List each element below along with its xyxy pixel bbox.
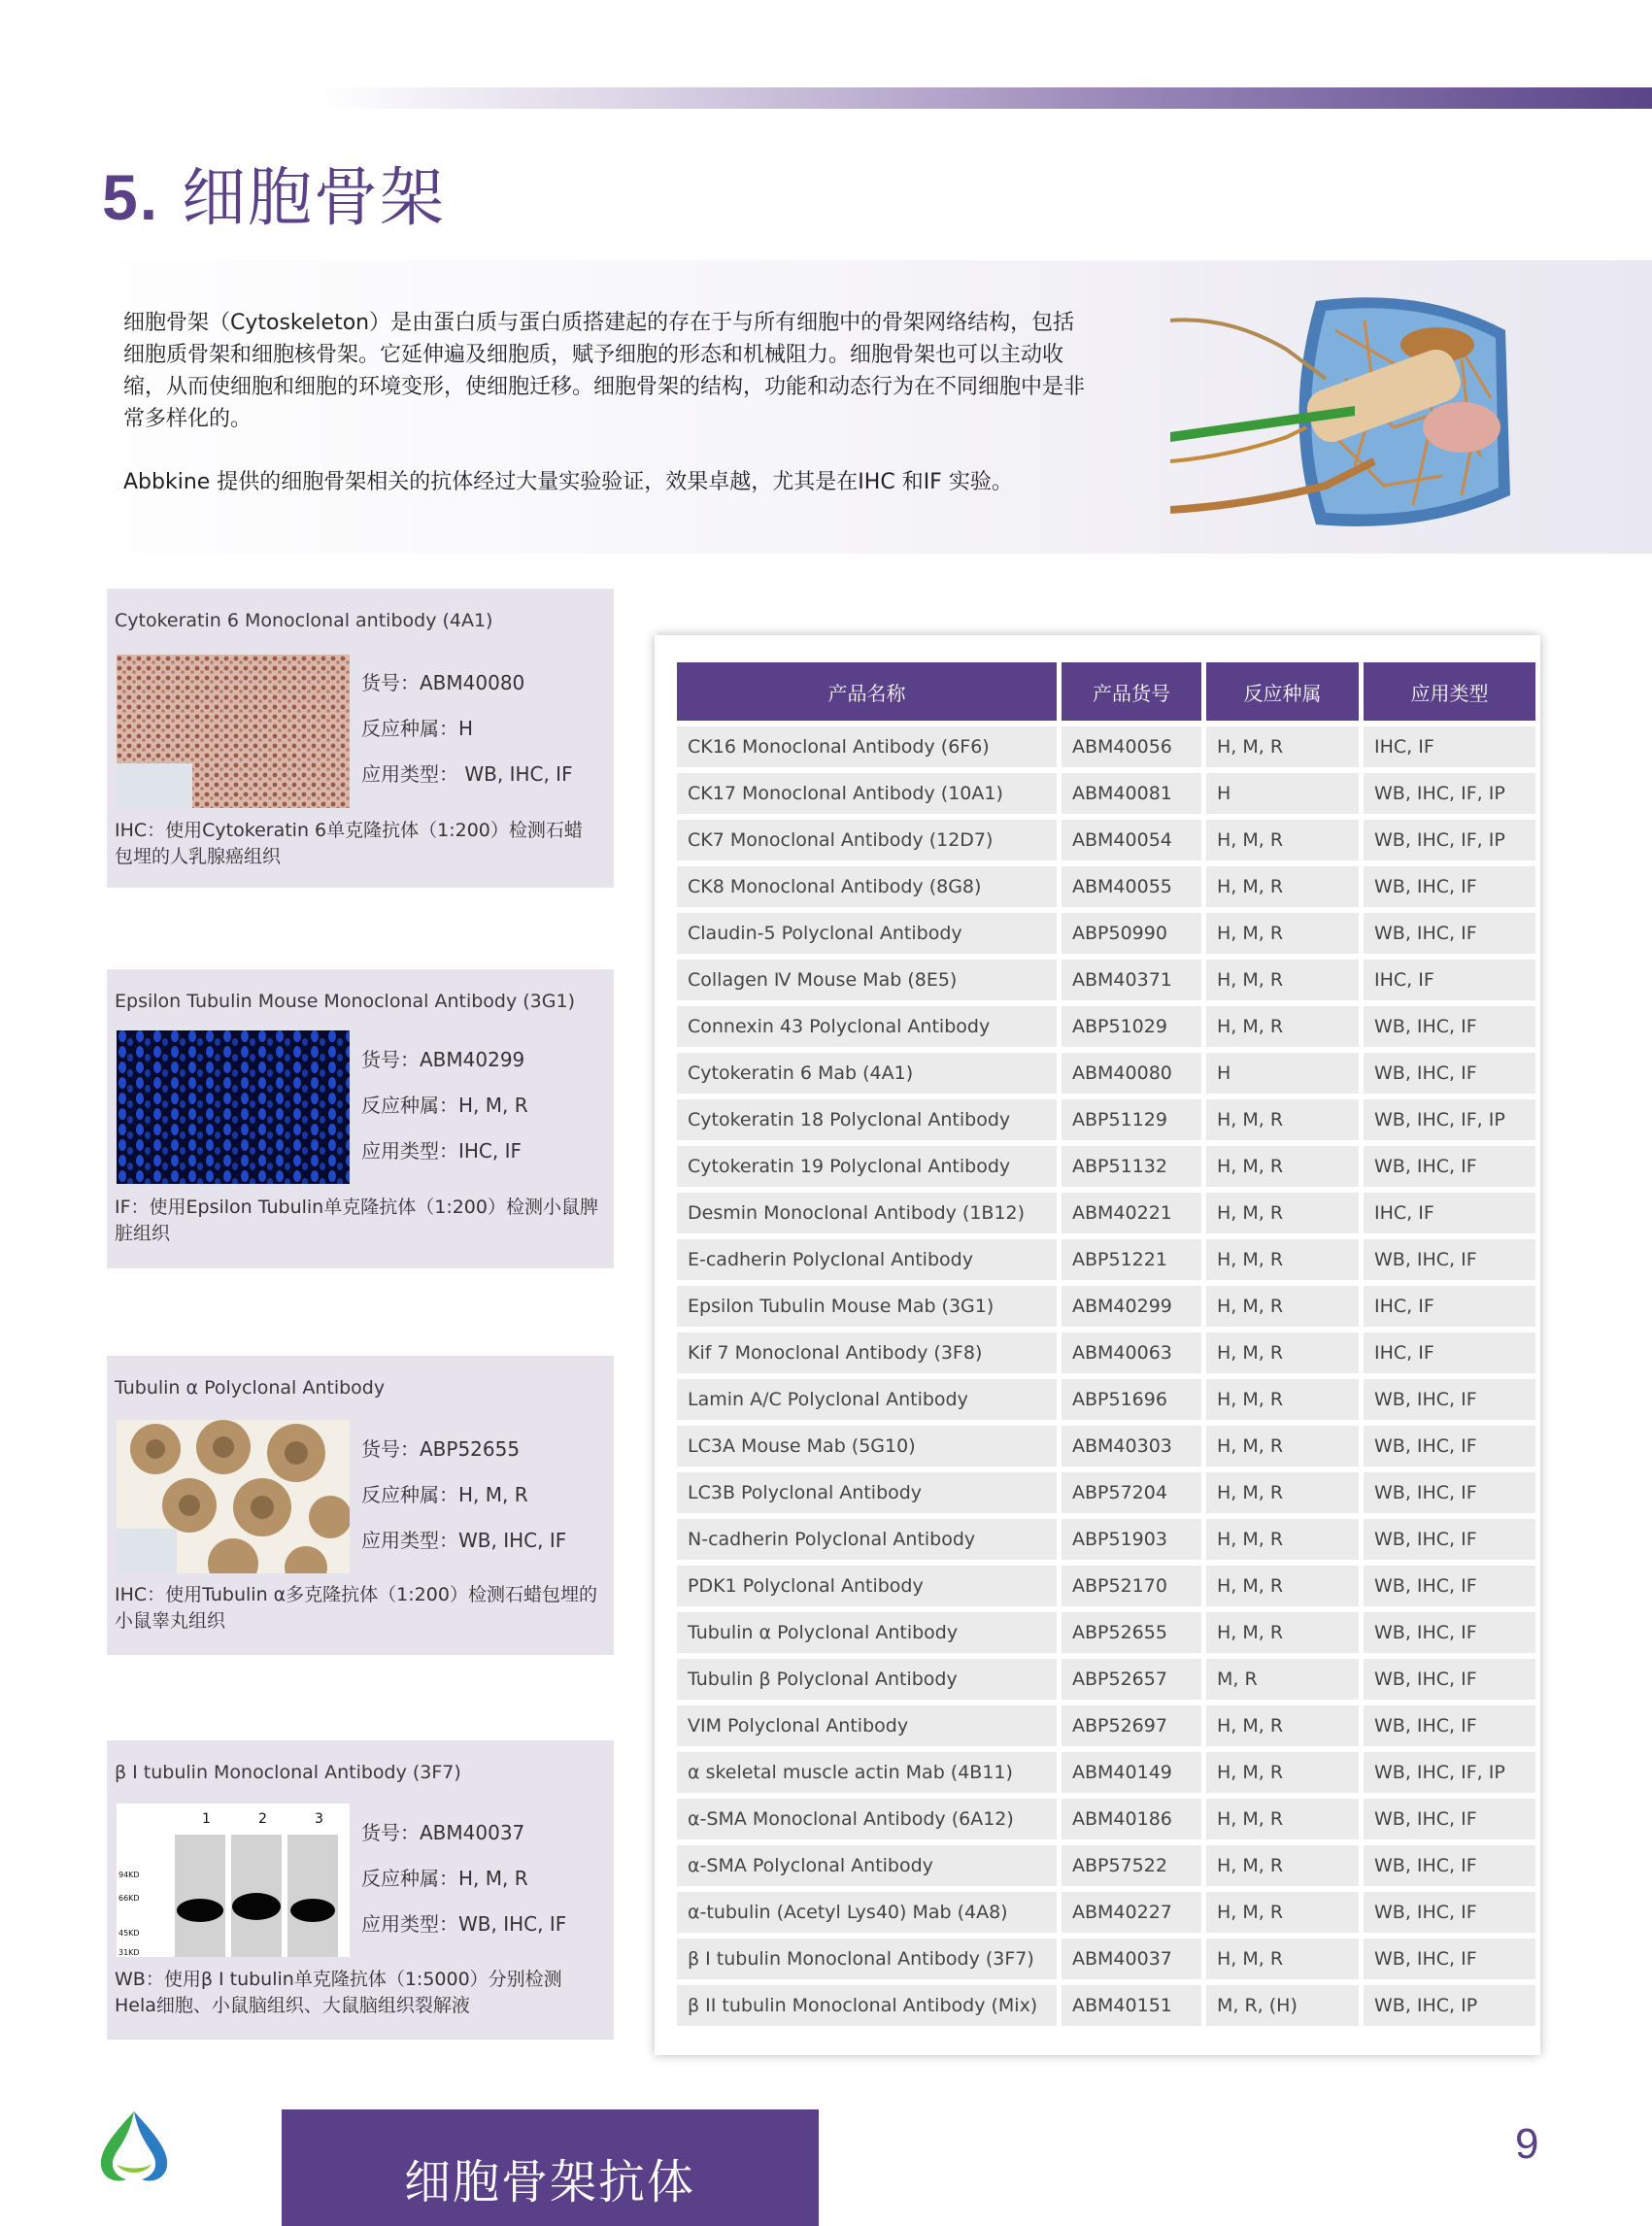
cytoskeleton-illustration bbox=[1170, 291, 1530, 534]
product-name-cell: Tubulin β Polyclonal Antibody bbox=[677, 1659, 1057, 1700]
table-row bbox=[677, 1752, 1535, 1793]
table-row bbox=[677, 960, 1535, 1000]
catalog-number-cell: ABM40037 bbox=[1062, 1939, 1201, 1979]
reactivity-cell: H, M, R bbox=[1206, 1099, 1359, 1140]
applications-cell: WB, IHC, IF bbox=[1364, 1519, 1535, 1560]
reactivity-cell: H, M, R bbox=[1206, 1332, 1359, 1373]
card-caption: IF：使用Epsilon Tubulin单克隆抗体（1:200）检测小鼠脾脏组织 bbox=[115, 1197, 598, 1244]
table-row bbox=[677, 1286, 1535, 1327]
product-card-beta-i-tubulin bbox=[107, 1740, 614, 2040]
reactivity-cell: H, M, R bbox=[1206, 1472, 1359, 1513]
card-meta bbox=[361, 1037, 528, 1174]
table-row bbox=[677, 1519, 1535, 1560]
product-name-cell: α skeletal muscle actin Mab (4B11) bbox=[677, 1752, 1057, 1793]
catalog-number-cell: ABP57522 bbox=[1062, 1845, 1201, 1886]
applications-cell: WB, IHC, IF bbox=[1364, 1612, 1535, 1653]
table-row bbox=[677, 913, 1535, 954]
applications-cell: WB, IHC, IF bbox=[1364, 1426, 1535, 1467]
product-name-cell: CK17 Monoclonal Antibody (10A1) bbox=[677, 773, 1057, 814]
intro-paragraph-1: 细胞骨架（Cytoskeleton）是由蛋白质与蛋白质搭建起的存在于与所有细胞中的骨架网络结构，包括细胞质骨架和细胞核骨架。它延伸遍及细胞质，赋予细胞的形态和机械阻力。细胞骨架也可以主动收缩，从而使细胞和细胞的环境变形，使细胞迁移。细胞骨架的结构，功能和动态行为在不同细胞中是非常多样化的。 bbox=[123, 311, 1086, 431]
card-title: β I tubulin Monoclonal Antibody (3F7) bbox=[115, 1762, 461, 1783]
catalog-number: 货号：ABM40080 bbox=[361, 671, 525, 694]
table-row bbox=[677, 1472, 1535, 1513]
catalog-number-cell: ABP52655 bbox=[1062, 1612, 1201, 1653]
applications-cell: WB, IHC, IF, IP bbox=[1364, 1752, 1535, 1793]
applications-cell: WB, IHC, IF bbox=[1364, 913, 1535, 954]
applications-cell: WB, IHC, IF, IP bbox=[1364, 1099, 1535, 1140]
product-table-panel bbox=[655, 635, 1540, 2055]
product-name-cell: β II tubulin Monoclonal Antibody (Mix) bbox=[677, 1985, 1057, 2026]
product-name-cell: Cytokeratin 19 Polyclonal Antibody bbox=[677, 1146, 1057, 1187]
ihc-image bbox=[117, 655, 350, 808]
catalog-number-cell: ABM40221 bbox=[1062, 1193, 1201, 1233]
product-name-cell: Desmin Monoclonal Antibody (1B12) bbox=[677, 1193, 1057, 1233]
reactivity-cell: H, M, R bbox=[1206, 1239, 1359, 1280]
card-meta bbox=[361, 1427, 566, 1564]
page-number: 9 bbox=[1515, 2120, 1539, 2168]
catalog-number-cell: ABP57204 bbox=[1062, 1472, 1201, 1513]
applications-cell: WB, IHC, IF bbox=[1364, 1146, 1535, 1187]
table-row bbox=[677, 1892, 1535, 1933]
card-caption: IHC：使用Tubulin α多克隆抗体（1:200）检测石蜡包埋的小鼠睾丸组织 bbox=[115, 1584, 597, 1632]
section-number: 5. bbox=[102, 161, 160, 233]
applications-cell: WB, IHC, IF bbox=[1364, 1566, 1535, 1606]
table-row bbox=[677, 1985, 1535, 2026]
reactivity-cell: H, M, R bbox=[1206, 1193, 1359, 1233]
header-applications: 应用类型 bbox=[1364, 662, 1535, 721]
product-name-cell: Collagen Ⅳ Mouse Mab (8E5) bbox=[677, 960, 1057, 1000]
reactivity-cell: H, M, R bbox=[1206, 820, 1359, 860]
product-name-cell: Epsilon Tubulin Mouse Mab (3G1) bbox=[677, 1286, 1057, 1327]
lane-label: 1 bbox=[202, 1811, 211, 1827]
catalog-number-cell: ABP51903 bbox=[1062, 1519, 1201, 1560]
table-row bbox=[677, 726, 1535, 767]
catalog-number: 货号：ABM40037 bbox=[361, 1821, 525, 1844]
catalog-number-cell: ABM40227 bbox=[1062, 1892, 1201, 1933]
product-name-cell: Cytokeratin 6 Mab (4A1) bbox=[677, 1053, 1057, 1094]
product-table bbox=[672, 657, 1540, 2032]
catalog-number: 货号：ABP52655 bbox=[361, 1437, 521, 1461]
reactivity: 反应种属：H bbox=[361, 717, 474, 740]
table-row bbox=[677, 1612, 1535, 1653]
product-name-cell: Connexin 43 Polyclonal Antibody bbox=[677, 1006, 1057, 1047]
catalog-number-cell: ABM40151 bbox=[1062, 1985, 1201, 2026]
header-gradient-bar bbox=[320, 87, 1652, 109]
applications: 应用类型： WB, IHC, IF bbox=[361, 762, 573, 786]
product-name-cell: α-SMA Polyclonal Antibody bbox=[677, 1845, 1057, 1886]
table-row bbox=[677, 820, 1535, 860]
product-name-cell: CK7 Monoclonal Antibody (12D7) bbox=[677, 820, 1057, 860]
card-caption: WB：使用β I tubulin单克隆抗体（1:5000）分别检测Hela细胞、小鼠脑组织、大鼠脑组织裂解液 bbox=[115, 1969, 562, 2016]
table-row bbox=[677, 1379, 1535, 1420]
reactivity: 反应种属：H, M, R bbox=[361, 1483, 528, 1506]
if-image bbox=[117, 1030, 350, 1184]
marker-label: 45KD bbox=[118, 1929, 140, 1938]
product-name-cell: LC3B Polyclonal Antibody bbox=[677, 1472, 1057, 1513]
applications-cell: WB, IHC, IF bbox=[1364, 1053, 1535, 1094]
table-row bbox=[677, 866, 1535, 907]
reactivity-cell: H, M, R bbox=[1206, 1379, 1359, 1420]
table-row bbox=[677, 773, 1535, 814]
applications-cell: WB, IHC, IF bbox=[1364, 866, 1535, 907]
applications-cell: WB, IHC, IF bbox=[1364, 1379, 1535, 1420]
applications-cell: WB, IHC, IF, IP bbox=[1364, 820, 1535, 860]
product-name-cell: Claudin-5 Polyclonal Antibody bbox=[677, 913, 1057, 954]
card-caption: IHC：使用Cytokeratin 6单克隆抗体（1:200）检测石蜡包埋的人乳腺癌组织 bbox=[115, 820, 583, 867]
reactivity-cell: H bbox=[1206, 1053, 1359, 1094]
reactivity-cell: H, M, R bbox=[1206, 1566, 1359, 1606]
lane-label: 3 bbox=[315, 1811, 323, 1827]
applications-cell: WB, IHC, IF bbox=[1364, 1705, 1535, 1746]
reactivity-cell: H, M, R bbox=[1206, 1426, 1359, 1467]
applications-cell: WB, IHC, IF bbox=[1364, 1939, 1535, 1979]
reactivity-cell: H, M, R bbox=[1206, 1892, 1359, 1933]
product-name-cell: Lamin A/C Polyclonal Antibody bbox=[677, 1379, 1057, 1420]
table-row bbox=[677, 1799, 1535, 1839]
reactivity-cell: H, M, R bbox=[1206, 913, 1359, 954]
product-name-cell: α-SMA Monoclonal Antibody (6A12) bbox=[677, 1799, 1057, 1839]
reactivity-cell: H, M, R bbox=[1206, 1752, 1359, 1793]
reactivity-cell: H, M, R bbox=[1206, 1006, 1359, 1047]
header-catalog-number: 产品货号 bbox=[1062, 662, 1201, 721]
product-name-cell: Cytokeratin 18 Polyclonal Antibody bbox=[677, 1099, 1057, 1140]
product-name-cell: Tubulin α Polyclonal Antibody bbox=[677, 1612, 1057, 1653]
header-reactivity: 反应种属 bbox=[1206, 662, 1359, 721]
catalog-number: 货号：ABM40299 bbox=[361, 1048, 525, 1071]
product-name-cell: N-cadherin Polyclonal Antibody bbox=[677, 1519, 1057, 1560]
reactivity-cell: H, M, R bbox=[1206, 1519, 1359, 1560]
reactivity-cell: H, M, R bbox=[1206, 726, 1359, 767]
table-body bbox=[677, 726, 1535, 2026]
section-title bbox=[102, 146, 446, 238]
applications-cell: WB, IHC, IF bbox=[1364, 1472, 1535, 1513]
product-name-cell: β I tubulin Monoclonal Antibody (3F7) bbox=[677, 1939, 1057, 1979]
applications-cell: IHC, IF bbox=[1364, 1332, 1535, 1373]
table-row bbox=[677, 1705, 1535, 1746]
wb-blot-image bbox=[117, 1804, 350, 1957]
product-name-cell: VIM Polyclonal Antibody bbox=[677, 1705, 1057, 1746]
applications-cell: IHC, IF bbox=[1364, 960, 1535, 1000]
marker-label: 31KD bbox=[118, 1948, 140, 1957]
table-row bbox=[677, 1426, 1535, 1467]
applications-cell: IHC, IF bbox=[1364, 726, 1535, 767]
catalog-number-cell: ABP51129 bbox=[1062, 1099, 1201, 1140]
product-name-cell: E-cadherin Polyclonal Antibody bbox=[677, 1239, 1057, 1280]
catalog-number-cell: ABP52657 bbox=[1062, 1659, 1201, 1700]
section-title-text: 细胞骨架 bbox=[182, 160, 447, 235]
reactivity-cell: H, M, R bbox=[1206, 1845, 1359, 1886]
reactivity-cell: H, M, R bbox=[1206, 1799, 1359, 1839]
reactivity-cell: H, M, R bbox=[1206, 866, 1359, 907]
applications: 应用类型：WB, IHC, IF bbox=[361, 1529, 567, 1552]
applications-cell: WB, IHC, IF bbox=[1364, 1239, 1535, 1280]
applications-cell: WB, IHC, IF bbox=[1364, 1892, 1535, 1933]
reactivity-cell: H, M, R bbox=[1206, 1612, 1359, 1653]
applications-cell: WB, IHC, IP bbox=[1364, 1985, 1535, 2026]
catalog-number-cell: ABM40055 bbox=[1062, 866, 1201, 907]
product-name-cell: CK16 Monoclonal Antibody (6F6) bbox=[677, 726, 1057, 767]
table-header-row bbox=[677, 662, 1535, 721]
catalog-number-cell: ABP51029 bbox=[1062, 1006, 1201, 1047]
applications-cell: WB, IHC, IF bbox=[1364, 1006, 1535, 1047]
catalog-number-cell: ABP52170 bbox=[1062, 1566, 1201, 1606]
table-row bbox=[677, 1566, 1535, 1606]
reactivity-cell: H bbox=[1206, 773, 1359, 814]
table-row bbox=[677, 1659, 1535, 1700]
table-row bbox=[677, 1845, 1535, 1886]
product-name-cell: PDK1 Polyclonal Antibody bbox=[677, 1566, 1057, 1606]
card-title: Epsilon Tubulin Mouse Monoclonal Antibody (3G1) bbox=[115, 991, 575, 1012]
marker-label: 66KD bbox=[118, 1894, 140, 1903]
catalog-number-cell: ABM40149 bbox=[1062, 1752, 1201, 1793]
catalog-number-cell: ABP51696 bbox=[1062, 1379, 1201, 1420]
card-meta bbox=[361, 1810, 566, 1947]
table-row bbox=[677, 1053, 1535, 1094]
marker-label: 94KD bbox=[118, 1871, 140, 1879]
intro-paragraph-2: Abbkine 提供的细胞骨架相关的抗体经过大量实验验证，效果卓越，尤其是在IHC 和IF 实验。 bbox=[123, 470, 1013, 494]
table-row bbox=[677, 1006, 1535, 1047]
reactivity: 反应种属：H, M, R bbox=[361, 1867, 528, 1890]
product-name-cell: α-tubulin (Acetyl Lys40) Mab (4A8) bbox=[677, 1892, 1057, 1933]
applications: 应用类型：WB, IHC, IF bbox=[361, 1912, 567, 1936]
ihc-image bbox=[117, 1420, 350, 1573]
applications-cell: WB, IHC, IF bbox=[1364, 1845, 1535, 1886]
catalog-number-cell: ABM40303 bbox=[1062, 1426, 1201, 1467]
header-product-name: 产品名称 bbox=[677, 662, 1057, 721]
catalog-number-cell: ABM40081 bbox=[1062, 773, 1201, 814]
applications-cell: IHC, IF bbox=[1364, 1193, 1535, 1233]
card-title: Tubulin α Polyclonal Antibody bbox=[115, 1377, 386, 1399]
product-name-cell: Kif 7 Monoclonal Antibody (3F8) bbox=[677, 1332, 1057, 1373]
reactivity-cell: M, R, (H) bbox=[1206, 1985, 1359, 2026]
product-card-tubulin-alpha bbox=[107, 1356, 614, 1655]
table-row bbox=[677, 1099, 1535, 1140]
catalog-number-cell: ABP51221 bbox=[1062, 1239, 1201, 1280]
card-meta bbox=[361, 660, 573, 797]
catalog-number-cell: ABM40063 bbox=[1062, 1332, 1201, 1373]
table-row bbox=[677, 1239, 1535, 1280]
applications-cell: IHC, IF bbox=[1364, 1286, 1535, 1327]
product-card-epsilon-tubulin bbox=[107, 969, 614, 1268]
footer-banner bbox=[282, 2109, 819, 2226]
catalog-number-cell: ABM40299 bbox=[1062, 1286, 1201, 1327]
reactivity-cell: H, M, R bbox=[1206, 1939, 1359, 1979]
applications-cell: WB, IHC, IF bbox=[1364, 1799, 1535, 1839]
catalog-number-cell: ABM40371 bbox=[1062, 960, 1201, 1000]
product-name-cell: CK8 Monoclonal Antibody (8G8) bbox=[677, 866, 1057, 907]
catalog-number-cell: ABP50990 bbox=[1062, 913, 1201, 954]
catalog-number-cell: ABM40186 bbox=[1062, 1799, 1201, 1839]
lane-label: 2 bbox=[258, 1811, 267, 1827]
reactivity-cell: H, M, R bbox=[1206, 1146, 1359, 1187]
product-card-cytokeratin-6 bbox=[107, 589, 614, 888]
product-name-cell: LC3A Mouse Mab (5G10) bbox=[677, 1426, 1057, 1467]
applications: 应用类型：IHC, IF bbox=[361, 1139, 523, 1163]
table-row bbox=[677, 1146, 1535, 1187]
card-title: Cytokeratin 6 Monoclonal antibody (4A1) bbox=[115, 610, 493, 631]
reactivity: 反应种属：H, M, R bbox=[361, 1094, 528, 1117]
catalog-number-cell: ABM40080 bbox=[1062, 1053, 1201, 1094]
table-row bbox=[677, 1332, 1535, 1373]
catalog-number-cell: ABP51132 bbox=[1062, 1146, 1201, 1187]
table-row bbox=[677, 1939, 1535, 1979]
reactivity-cell: H, M, R bbox=[1206, 960, 1359, 1000]
footer-label: 细胞骨架抗体 bbox=[404, 2155, 696, 2209]
reactivity-cell: H, M, R bbox=[1206, 1286, 1359, 1327]
applications-cell: WB, IHC, IF bbox=[1364, 1659, 1535, 1700]
reactivity-cell: M, R bbox=[1206, 1659, 1359, 1700]
abbkine-logo bbox=[93, 2108, 175, 2185]
catalog-number-cell: ABP52697 bbox=[1062, 1705, 1201, 1746]
catalog-number-cell: ABM40056 bbox=[1062, 726, 1201, 767]
reactivity-cell: H, M, R bbox=[1206, 1705, 1359, 1746]
catalog-number-cell: ABM40054 bbox=[1062, 820, 1201, 860]
table-row bbox=[677, 1193, 1535, 1233]
applications-cell: WB, IHC, IF, IP bbox=[1364, 773, 1535, 814]
